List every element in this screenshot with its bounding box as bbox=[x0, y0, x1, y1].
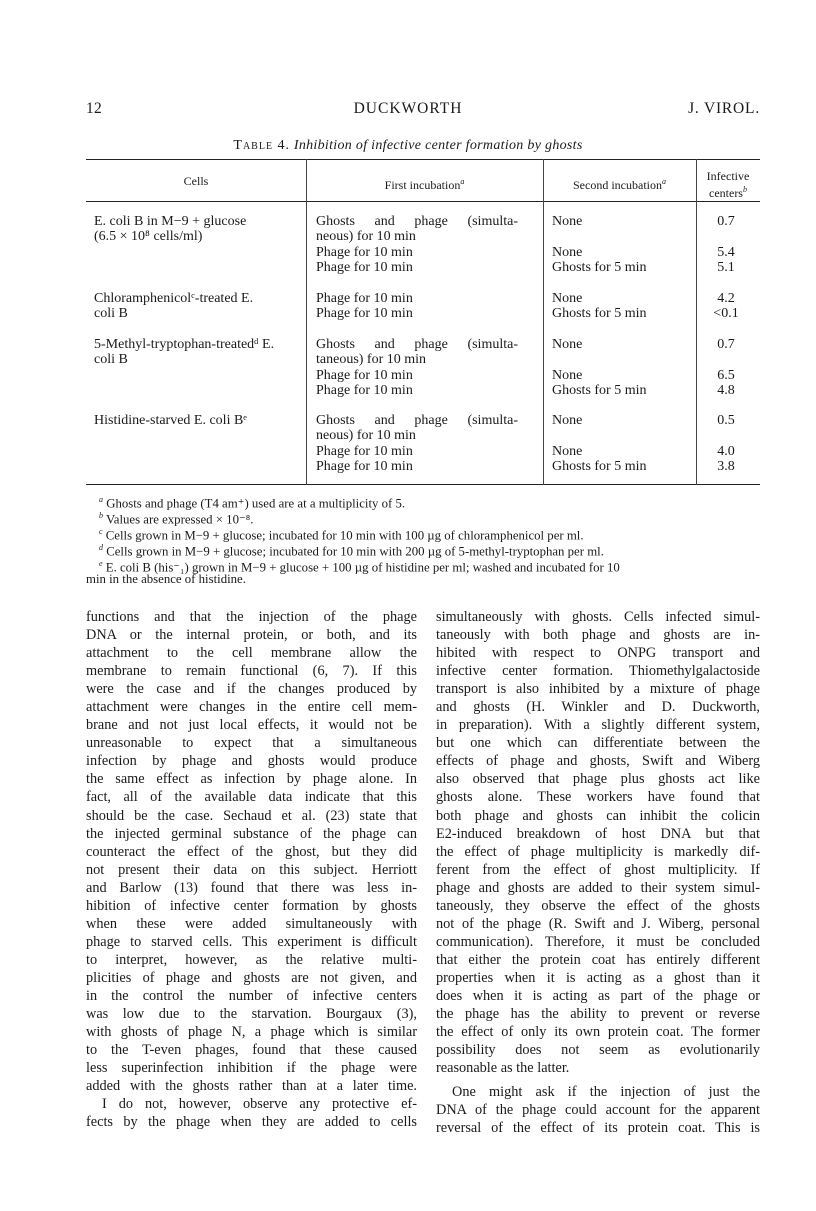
first-incubation-cell: Phage for 10 min bbox=[316, 444, 413, 459]
table-caption-label: Table 4. bbox=[233, 138, 291, 153]
text-line: plicities of phage and ghosts are not given, and bbox=[86, 969, 417, 986]
second-incubation-cell: None bbox=[552, 291, 583, 306]
infective-centers-value: 0.7 bbox=[717, 337, 735, 352]
infective-centers-value: 0.5 bbox=[717, 413, 735, 428]
running-head-journal: J. VIROL. bbox=[688, 100, 760, 117]
text-line: E2-induced breakdown of host DNA but that bbox=[436, 825, 760, 842]
text-line: attachment were changes in the entire cell mem- bbox=[86, 699, 417, 716]
text-line: and Barlow (13) found that there was less in- bbox=[86, 879, 417, 896]
text-line: reasonable as the latter. bbox=[436, 1060, 570, 1077]
text-line: does when it is acting as part of the phage or bbox=[436, 987, 760, 1004]
text-line: should be the case. Sechaud et al. (23) state that bbox=[86, 807, 417, 824]
text-line: in the control the number of infective centers bbox=[86, 987, 417, 1004]
page-number: 12 bbox=[86, 100, 102, 117]
text-line: both phage and ghosts can inhibit the colicin bbox=[436, 807, 760, 824]
text-line: not of the phage (R. Swift and J. Wiberg, personal bbox=[436, 915, 760, 932]
text-line: brane and not just local effects, it would not be bbox=[86, 717, 417, 734]
text-line: to the T-even phages, found that these caused bbox=[86, 1042, 417, 1059]
second-incubation-cell: Ghosts for 5 min bbox=[552, 260, 647, 275]
first-incubation-cell: Phage for 10 min bbox=[316, 291, 413, 306]
text-line: One might ask if the injection of just the bbox=[452, 1084, 760, 1101]
table-caption bbox=[0, 138, 816, 154]
text-line: DNA or the internal protein, or both, and its bbox=[86, 627, 417, 644]
first-incubation-cell: Phage for 10 min bbox=[316, 383, 413, 398]
second-incubation-cell: None bbox=[552, 368, 583, 383]
infective-centers-value: 5.4 bbox=[717, 245, 735, 260]
text-line: hibition of infective center formation by ghosts bbox=[86, 897, 417, 914]
table-footnote: $^b$ Values are expressed × 10⁻⁸. bbox=[99, 511, 254, 527]
second-incubation-cell: Ghosts for 5 min bbox=[552, 306, 647, 321]
cells-label: Chloramphenicolᶜ-treated E. coli B bbox=[94, 291, 254, 321]
text-line: when these were added simultaneously with bbox=[86, 915, 417, 932]
table-column-divider bbox=[543, 159, 544, 485]
column-header-second-incubation: Second incubation$^a$ bbox=[573, 177, 666, 192]
cells-label: 5-Methyl-tryptophan-treatedᵈ E. coli B bbox=[94, 337, 275, 367]
first-incubation-cell: Phage for 10 min bbox=[316, 306, 413, 321]
text-line: infective center formation. Thiomethylgalactoside bbox=[436, 663, 760, 680]
second-incubation-cell: Ghosts for 5 min bbox=[552, 383, 647, 398]
infective-centers-value: 6.5 bbox=[717, 368, 735, 383]
second-incubation-cell: None bbox=[552, 214, 583, 229]
text-line: possibility does not seem as evolutionarily bbox=[436, 1042, 760, 1059]
text-line: communication). Therefore, it must be concluded bbox=[436, 933, 760, 950]
running-head-author: DUCKWORTH bbox=[353, 100, 463, 117]
infective-centers-value: <0.1 bbox=[713, 306, 739, 321]
text-line: reversal of the effect of its protein coat. This is bbox=[436, 1120, 760, 1137]
body-column-right bbox=[436, 608, 760, 1137]
table-bottom-rule bbox=[86, 484, 760, 485]
table-column-divider bbox=[306, 159, 307, 485]
text-line: with ghosts of phage N, a phage which is similar bbox=[86, 1024, 417, 1041]
column-header-cells: Cells bbox=[183, 174, 209, 188]
first-incubation-cell: Ghosts and phage (simulta- taneous) for 10 min bbox=[316, 337, 518, 367]
infective-centers-value: 4.8 bbox=[717, 383, 735, 398]
cells-label: E. coli B in M−9 + glucose (6.5 × 10⁸ cells/ml) bbox=[94, 214, 247, 244]
table-footnote-continuation: min in the absence of histidine. bbox=[86, 572, 246, 586]
text-line: the same effect as infection by phage alone. In bbox=[86, 771, 417, 788]
text-line: taneously with both phage and ghosts are in- bbox=[436, 627, 760, 644]
text-line: properties when it is acting as a ghost than it bbox=[436, 969, 760, 986]
first-incubation-cell: Ghosts and phage (simulta- neous) for 10 min bbox=[316, 214, 518, 244]
text-line: but one which can differentiate between the bbox=[436, 735, 760, 752]
text-line: the effect of phage multiplicity is markedly dif- bbox=[436, 843, 760, 860]
infective-centers-value: 5.1 bbox=[717, 260, 735, 275]
text-line: membrane to remain functional (6, 7). If this bbox=[86, 663, 417, 680]
text-line: DNA of the phage could account for the apparent bbox=[436, 1102, 760, 1119]
table-top-rule bbox=[86, 159, 760, 160]
text-line: hibited with respect to ONPG transport and bbox=[436, 645, 760, 662]
first-incubation-cell: Ghosts and phage (simulta- neous) for 10 min bbox=[316, 413, 518, 443]
text-line: added with the ghosts rather than at a later time. bbox=[86, 1078, 417, 1095]
text-line: I do not, however, observe any protective ef- bbox=[102, 1096, 417, 1113]
second-incubation-cell: Ghosts for 5 min bbox=[552, 459, 647, 474]
text-line: ghosts alone. These workers have found that bbox=[436, 789, 760, 806]
column-header-first-incubation: First incubation$^a$ bbox=[384, 177, 465, 192]
first-incubation-cell: Phage for 10 min bbox=[316, 260, 413, 275]
text-line: unreasonable to expect that a simultaneous bbox=[86, 735, 417, 752]
infective-centers-value: 4.2 bbox=[717, 291, 735, 306]
text-line: that either the protein coat has entirely different bbox=[436, 951, 760, 968]
cells-label: Histidine-starved E. coli Bᵉ bbox=[94, 413, 247, 428]
first-incubation-cell: Phage for 10 min bbox=[316, 459, 413, 474]
table-footnote: $^a$ Ghosts and phage (T4 am⁺) used are at a multiplicity of 5. bbox=[99, 495, 406, 511]
text-line: phage and ghosts are added to their system simul- bbox=[436, 879, 760, 896]
infective-centers-value: 4.0 bbox=[717, 444, 735, 459]
table-footnote: $^d$ Cells grown in M−9 + glucose; incubated for 10 min with 200 µg of 5-methyl-tryptophan per ml. bbox=[99, 543, 604, 559]
text-line: not present their data on this subject. Herriott bbox=[86, 861, 417, 878]
text-line: in preparation). With a slightly different system, bbox=[436, 717, 760, 734]
table-footnote: $^c$ Cells grown in M−9 + glucose; incubated for 10 min with 100 µg of chloramphenicol per ml. bbox=[99, 527, 584, 543]
text-line: the effect of only its own protein coat. The former bbox=[436, 1024, 760, 1041]
table-header-rule bbox=[86, 201, 760, 202]
text-line: the phage has the ability to prevent or reverse bbox=[436, 1006, 760, 1023]
table-footnote: $^e$ E. coli B (his⁻₁) grown in M−9 + glucose + 100 µg of histidine per ml; washed and incubated for 10 bbox=[99, 559, 620, 575]
text-line: was low due to the starvation. Bourgaux (3), bbox=[86, 1006, 417, 1023]
infective-centers-value: 3.8 bbox=[717, 459, 735, 474]
text-line: taneously, they observe the effect of the ghosts bbox=[436, 897, 760, 914]
second-incubation-cell: None bbox=[552, 413, 583, 428]
table-column-divider bbox=[696, 159, 697, 485]
text-line: transport is also inhibited by a mixture of phage bbox=[436, 681, 760, 698]
text-line: to interpret, however, as the relative multi- bbox=[86, 951, 417, 968]
text-line: phage to starved cells. This experiment is difficult bbox=[86, 933, 417, 950]
body-column-left bbox=[86, 608, 417, 1131]
text-line: less superinfection inhibition if the phage were bbox=[86, 1060, 417, 1077]
infective-centers-value: 0.7 bbox=[717, 214, 735, 229]
text-line: simultaneously with ghosts. Cells infected simul- bbox=[436, 609, 760, 625]
text-line: fact, all of the available data indicate that this bbox=[86, 789, 417, 806]
text-line: ferent from the effect of ghost multiplicity. If bbox=[436, 861, 760, 878]
text-line: the injected germinal substance of the phage can bbox=[86, 825, 417, 842]
second-incubation-cell: None bbox=[552, 337, 583, 352]
text-line: were the case and if the changes produced by bbox=[86, 681, 417, 698]
text-line: and ghosts (H. Winkler and D. Duckworth, bbox=[436, 699, 760, 716]
text-line: also observed that phage plus ghosts act like bbox=[436, 771, 760, 788]
text-line: infection by phage and ghosts would produce bbox=[86, 753, 417, 770]
second-incubation-cell: None bbox=[552, 245, 583, 260]
text-line: effects of phage and ghosts, Swift and Wiberg bbox=[436, 753, 760, 770]
table-caption-text: Inhibition of infective center formation by ghosts bbox=[293, 138, 583, 153]
first-incubation-cell: Phage for 10 min bbox=[316, 245, 413, 260]
text-line: counteract the effect of the ghost, but they did bbox=[86, 843, 417, 860]
first-incubation-cell: Phage for 10 min bbox=[316, 368, 413, 383]
text-line: functions and that the injection of the phage bbox=[86, 609, 417, 625]
text-line: attachment to the cell membrane allow the bbox=[86, 645, 417, 662]
text-line: fects by the phage when they are added to cells bbox=[86, 1114, 417, 1131]
second-incubation-cell: None bbox=[552, 444, 583, 459]
column-header-infective-centers: Infective centers$^b$ bbox=[706, 169, 750, 200]
